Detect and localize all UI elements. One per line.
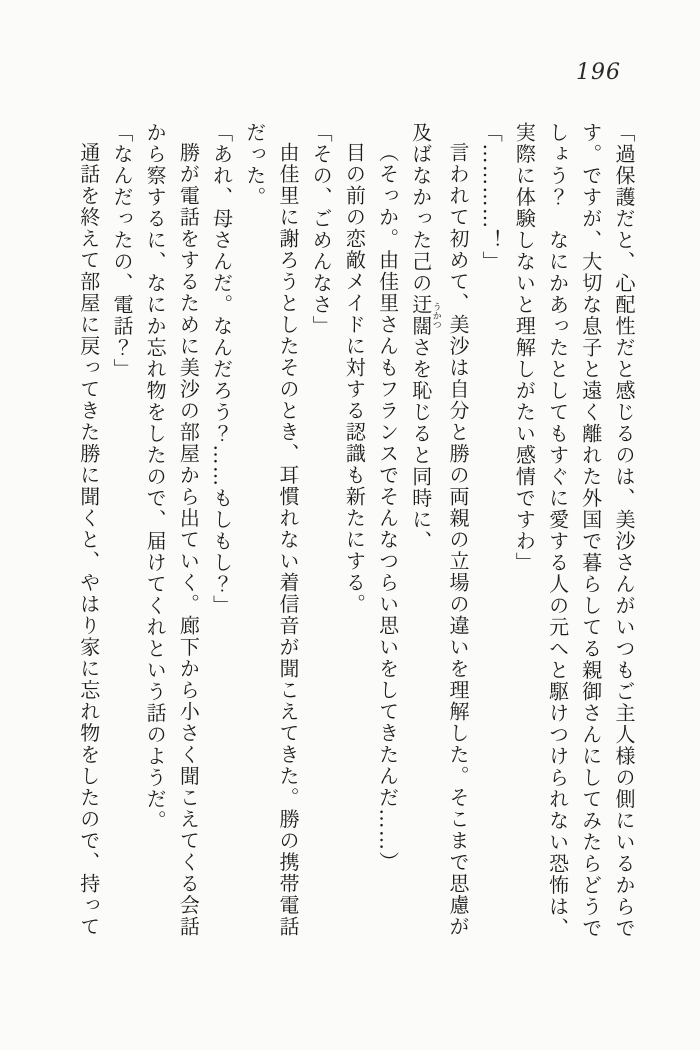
- text-line: 目の前の恋敵メイドに対する認識も新たにする。: [342, 142, 367, 615]
- page-number: 196: [576, 60, 621, 85]
- text-line: 由佳里に謝ろうとしたそのとき、耳慣れない着信音が聞こえてきた。勝の携帯電話: [275, 142, 300, 938]
- text-line: 通話を終えて部屋に戻ってきた勝に聞くと、やはり家に忘れ物をしたので、持って: [76, 142, 101, 938]
- text-line: 実際に体験しないと理解しがたい感情ですわ」: [512, 122, 537, 574]
- text-line: 「過保護だと、心配性だと感じるのは、美沙さんがいつもご主人様の側にいるからで: [612, 122, 636, 939]
- text-line: （そっか。由佳里さんもフランスでそんなつらい思いをしてきたんだ……）: [375, 142, 400, 873]
- text-line: 「…………！」: [479, 122, 504, 273]
- text-line: 「なんだったの、電話？」: [109, 122, 134, 380]
- text-line: す。ですが、大切な息子と遠く離れた外国で暮らしてる親御さんにしてみたらどうで: [578, 122, 603, 939]
- text-line: だった。: [242, 122, 267, 208]
- text-line: 言われて初めて、美沙は自分と勝の両親の立場の違いを理解した。そこまで思慮が: [445, 142, 470, 938]
- text-line: 及ばなかった己の迂闊うかつさを恥じると同時に、: [408, 122, 441, 552]
- furigana-ruby: 迂闊うかつ: [408, 294, 441, 337]
- text-line: 勝が電話をするために美沙の部屋から出ていく。廊下から小さく聞こえてくる会話: [176, 142, 201, 938]
- text-line: 「あれ、母さんだ。なんだろう？……もしもし？」: [209, 122, 234, 617]
- text-line: しょう？ なにかあったとしてもすぐに愛する人の元へと駆けつけられない恐怖は、: [545, 122, 570, 939]
- text-line: 「その、ごめんなさ」: [309, 122, 334, 337]
- page-text: [73, 122, 640, 954]
- text-line: から察するに、なにか忘れ物をしたので、届けてくれという話のようだ。: [143, 122, 168, 832]
